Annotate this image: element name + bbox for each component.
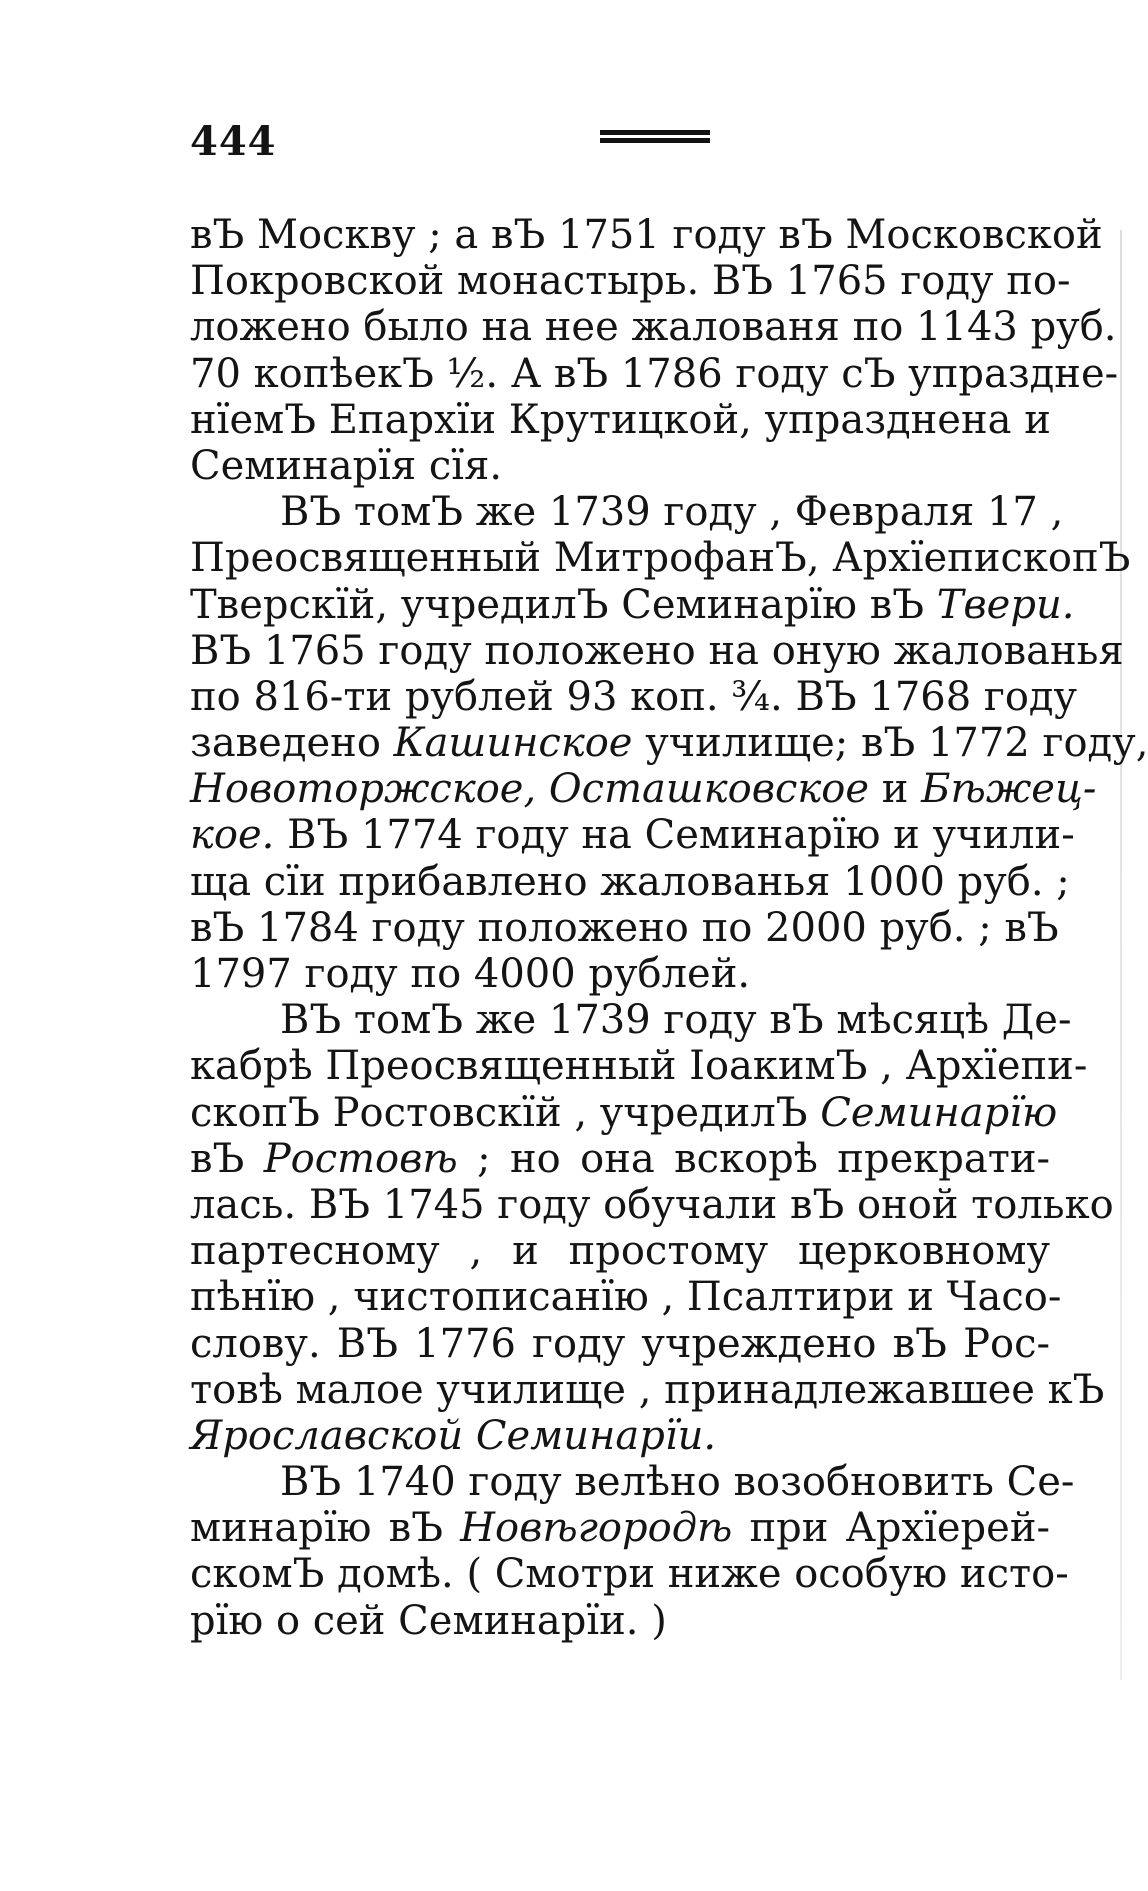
text-line <box>190 212 1103 258</box>
text-line <box>190 443 1050 489</box>
italic-text-run: Ростовѣ <box>263 1135 458 1182</box>
text-line <box>190 304 1117 351</box>
text-line <box>190 951 1050 997</box>
italic-text-run: Бѣжец- <box>921 766 1097 813</box>
text-run: ВЪ томЪ же 1739 году вЪ мѣсяцѣ Де- <box>280 997 1072 1044</box>
body-text <box>190 212 1148 1644</box>
text-run: ложено было на нее жалованя по 1143 руб. <box>190 304 1117 351</box>
text-line <box>190 1043 1088 1090</box>
text-line <box>190 627 1124 674</box>
text-run: вЪ Москву ; а вЪ 1751 году вЪ Московской <box>190 212 1103 258</box>
italic-text-run: Семинарїю <box>820 1089 1058 1136</box>
page-header <box>190 118 1050 178</box>
text-line <box>190 535 1131 582</box>
text-line <box>190 997 1072 1044</box>
text-line <box>190 397 1050 443</box>
text-line <box>190 1598 1050 1644</box>
text-line <box>190 858 1070 905</box>
text-line <box>190 1551 1069 1598</box>
text-line <box>190 1136 1050 1182</box>
page-edge-shadow <box>1120 230 1122 1680</box>
text-run: Тверскїй, учредилЪ Семинарїю вЪ <box>190 581 937 628</box>
italic-text-run: Твери. <box>936 581 1075 628</box>
text-run: нїемЪ Епархїи Крутицкой, упразднена и <box>190 396 1051 443</box>
text-run: скомЪ домѣ. ( Смотри ниже особую исто- <box>190 1551 1069 1598</box>
text-run: минарїю вЪ <box>190 1505 461 1552</box>
text-line <box>190 258 1071 305</box>
text-line <box>190 1459 1075 1506</box>
text-run: ВЪ 1740 году велѣно возобновить Се- <box>280 1459 1075 1506</box>
text-line <box>190 720 1148 767</box>
text-line <box>190 489 1064 536</box>
text-run: партесному , и простому церковному <box>190 1228 1050 1275</box>
italic-text-run: Новѣгородѣ <box>460 1505 733 1552</box>
text-run: при Архїерей- <box>732 1505 1051 1552</box>
text-run: лась. ВЪ 1745 году обучали вЪ оной только <box>190 1181 1114 1228</box>
text-run: ВЪ 1765 году положено на оную жалованья <box>190 627 1124 674</box>
text-line <box>190 1274 1062 1321</box>
text-run: и <box>869 766 922 813</box>
text-line <box>190 1366 1105 1413</box>
italic-text-run: кое. <box>190 812 275 859</box>
text-line <box>190 673 1078 720</box>
text-line <box>190 1228 1050 1274</box>
text-run: вЪ 1784 году положено по 2000 руб. ; вЪ <box>190 904 1059 951</box>
text-run: Семинарїя сїя. <box>190 442 503 489</box>
text-run: заведено <box>190 720 394 767</box>
text-run: ВЪ томЪ же 1739 году , Февраля 17 , <box>280 489 1064 536</box>
text-run: рїю о сей Семинарїи. ) <box>190 1597 667 1644</box>
text-run: Преосвященный МитрофанЪ, АрхїепископЪ <box>190 535 1131 582</box>
text-run: слову. ВЪ 1776 году учреждено вЪ Рос- <box>190 1320 1050 1367</box>
text-run: скопЪ Ростовскїй , учредилЪ <box>190 1089 821 1136</box>
text-run: ща сїи прибавлено жалованья 1000 руб. ; <box>190 858 1070 905</box>
text-line <box>190 812 1075 859</box>
text-line <box>190 1321 1050 1367</box>
italic-text-run: Новоторжское, Осташковское <box>190 766 870 813</box>
page-number: 444 <box>190 118 277 165</box>
text-run: 70 копѣекЪ ½. А вЪ 1786 году сЪ упраздне- <box>190 350 1119 397</box>
italic-text-run: Ярославской Семинарїи. <box>190 1412 717 1459</box>
header-ornament <box>600 130 710 148</box>
text-line <box>190 1181 1114 1228</box>
italic-text-run: Кашинское <box>393 720 633 767</box>
text-line <box>190 1089 1058 1136</box>
text-run: по 816-ти рублей 93 коп. ¾. ВЪ 1768 году <box>190 673 1078 720</box>
text-run: вЪ <box>190 1135 264 1182</box>
text-line <box>190 1413 1050 1459</box>
text-run: ВЪ 1774 году на Семинарїю и учили- <box>274 812 1075 859</box>
text-run: Покровской монастырь. ВЪ 1765 году по- <box>190 258 1071 305</box>
text-run: пѣнїю , чистописанїю , Псалтири и Часо- <box>190 1274 1062 1321</box>
text-line <box>190 581 1075 628</box>
text-run: кабрѣ Преосвященный ІоакимЪ , Архїепи- <box>190 1043 1088 1090</box>
text-run: товѣ малое училище , принадлежавшее кЪ <box>190 1366 1105 1413</box>
text-line <box>190 766 1097 813</box>
text-run: ; но она вскорѣ прекрати- <box>457 1135 1051 1182</box>
text-run: 1797 году по 4000 рублей. <box>190 951 751 997</box>
text-line <box>190 904 1059 951</box>
text-line <box>190 350 1119 397</box>
text-line <box>190 1505 1050 1551</box>
text-run: училище; вЪ 1772 году, <box>632 720 1148 767</box>
